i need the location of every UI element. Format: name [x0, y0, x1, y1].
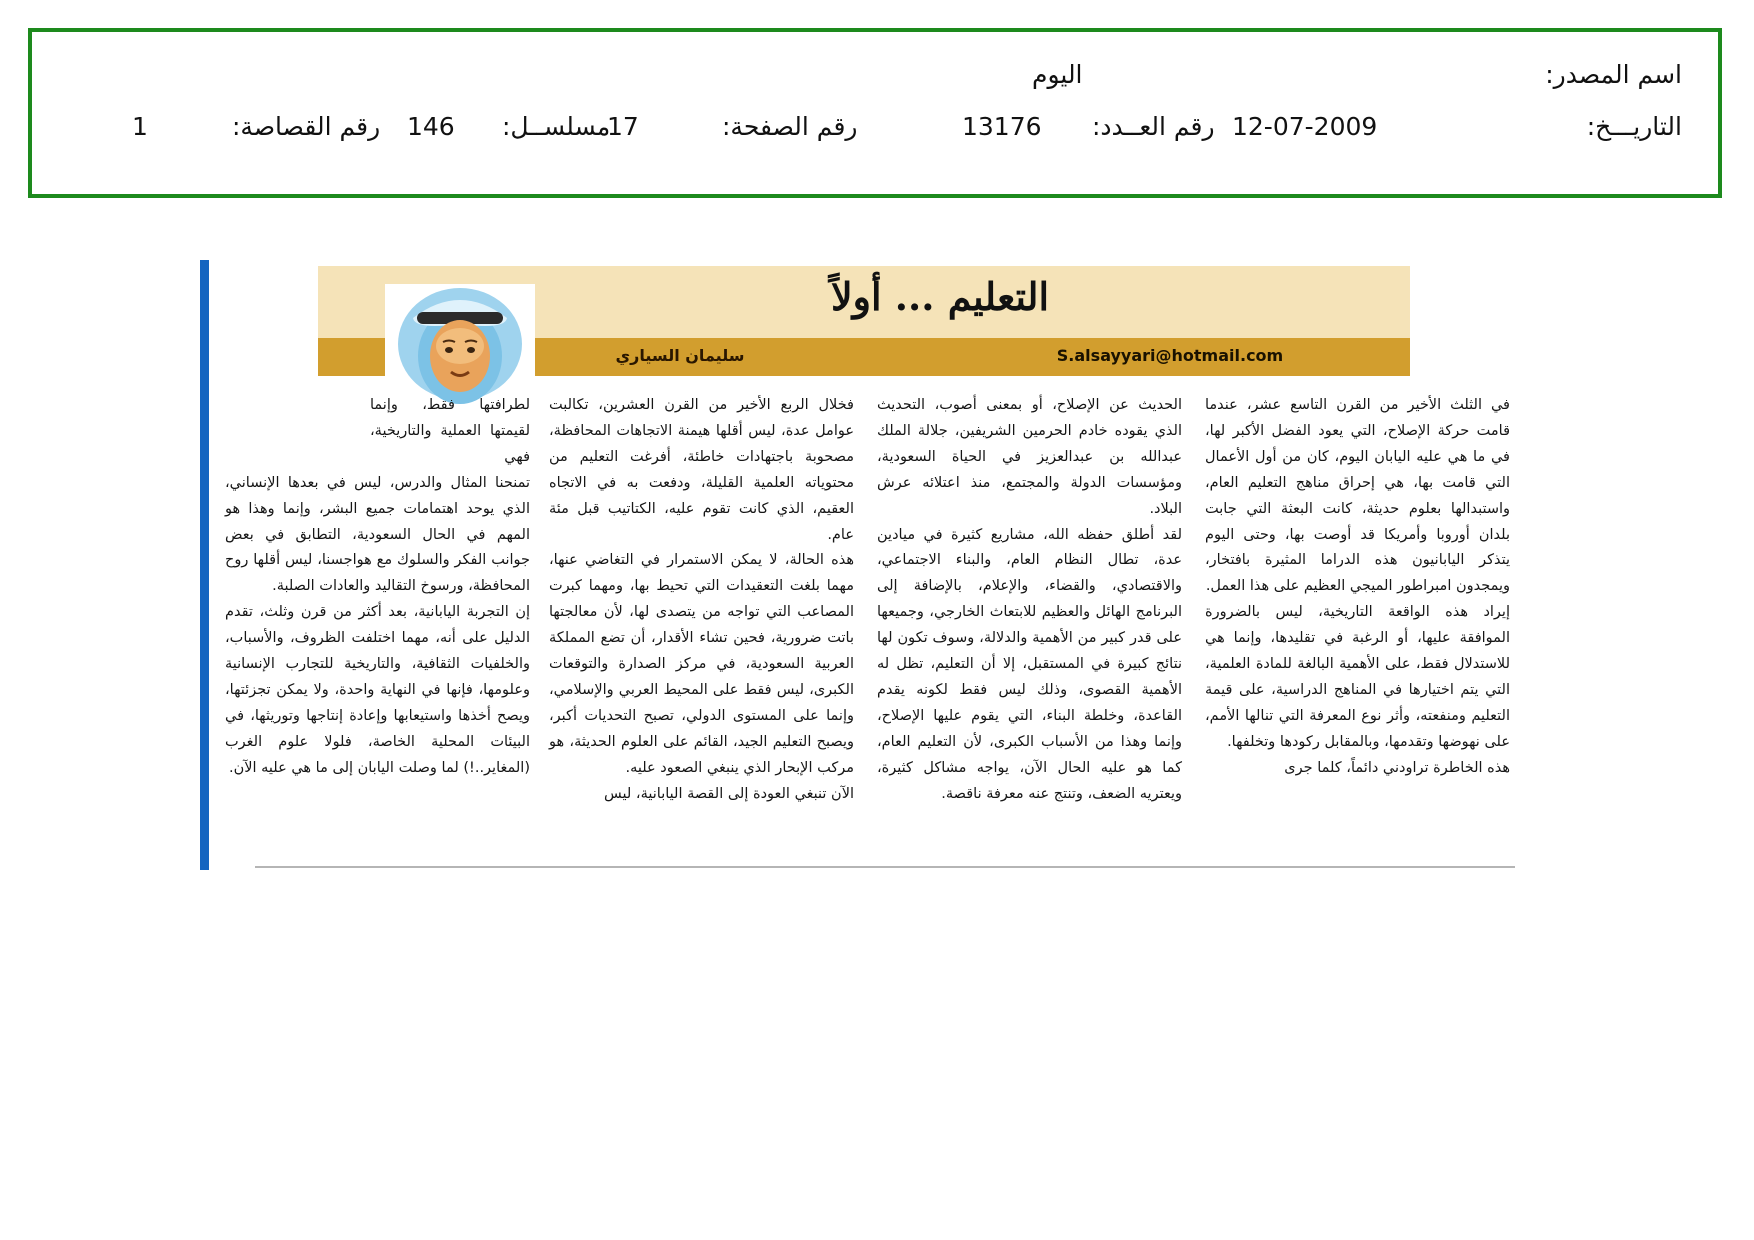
paragraph: هذه الحالة، لا يمكن الاستمرار في التغاضي عنها، مهما بلغت التعقيدات التي تحيط بها، ومهما كبرت المصاعب التي تواجه من يتصدى لها، لأن معالجتها باتت ضرورية، فحين تشاء الأقدار، أن تضع المملكة العربية السعودية، في مركز الصدارة والتوقعات الكبرى، ليس فقط على المحيط العربي والإسلامي، وإنما على المستوى الدولي، تصبح التحديات أكبر، ويصبح التعليم الجيد، القائم على العلوم الحديثة، هو مركب الإبحار الذي ينبغي الصعود عليه.	[549, 552, 854, 776]
paragraph: في الثلث الأخير من القرن التاسع عشر، عندما قامت حركة الإصلاح، التي يعود الفضل الأكبر لها، في ما هي عليه اليابان اليوم، كان من أول الأعمال التي قامت بها، هي إحراق مناهج التعليم العام، واستبدالها بعلوم حديثة، كانت البعثة التي جابت بلدان أوروبا وأمريكا قد أوصت بها، وحتى اليوم يتذكر اليابانيون هذه الدراما المثيرة بافتخار، ويمجدون امبراطور الميجي العظيم على هذا العمل.	[1205, 397, 1510, 595]
paragraph: هذه الخاطرة تراودني دائماً، كلما جرى	[1284, 759, 1510, 776]
source-value: اليوم	[1032, 60, 1083, 89]
clip-value: 1	[132, 112, 148, 141]
article-title: التعليم ... أولاً	[831, 274, 1049, 319]
author-email: S.alsayyari@hotmail.com	[1056, 346, 1284, 365]
serial-label: مسلســل:	[502, 112, 611, 141]
article-bottom-rule	[255, 866, 1515, 868]
article-side-bar	[200, 260, 209, 870]
article-column-4	[225, 393, 530, 782]
clipping-metadata-box	[28, 28, 1722, 198]
paragraph: فخلال الربع الأخير من القرن العشرين، تكالبت عوامل عدة، ليس أقلها هيمنة الاتجاهات المحافظة، مصحوبة باجتهادات خاطئة، أفرغت التعليم من محتوياته العلمية القليلة، ودفعت به في الاتجاه العقيم، الذي كانت تقوم عليه، الكتاتيب قبل مئة عام.	[549, 397, 854, 543]
article-column-1	[1205, 393, 1510, 782]
date-value: 12-07-2009	[1232, 112, 1378, 141]
paragraph: تمنحنا المثال والدرس، ليس في بعدها الإنساني، الذي يوحد اهتمامات جميع البشر، وإنما وهذا هو المهم في الحال السعودية، التطابق في بعض جوانب الفكر والسلوك مع هواجسنا، ليس أقلها روح المحافظة، ورسوخ التقاليد والعادات الصلبة.	[225, 474, 530, 595]
clip-label: رقم القصاصة:	[232, 112, 381, 141]
article-column-2	[877, 393, 1182, 808]
paragraph: الآن تنبغي العودة إلى القصة اليابانية، ليس	[604, 785, 854, 802]
paragraph: إن التجربة اليابانية، بعد أكثر من قرن وثلث، تقدم الدليل على أنه، مهما اختلفت الظروف، والأسباب، والخلفيات الثقافية، والتاريخية للتجارب الإنسانية وعلومها، فإنها في النهاية واحدة، ولا يمكن تجزئتها، ويصح أخذها واستيعابها وإعادة إنتاجها وتوريثها، في البيئات المحلية الخاصة، فلولا علوم الغرب (المغاير..!) لما وصلت اليابان إلى ما هي عليه الآن.	[225, 604, 530, 776]
newspaper-article	[200, 260, 1520, 870]
article-author: سليمان السياري	[615, 346, 745, 365]
issue-value: 13176	[962, 112, 1042, 141]
date-label: التاريـــخ:	[1586, 112, 1682, 141]
article-column-3	[549, 393, 854, 808]
paragraph: الحديث عن الإصلاح، أو بمعنى أصوب، التحديث الذي يقوده خادم الحرمين الشريفين، جلالة الملك عبدالله بن عبدالعزيز في الحياة السعودية، ومؤسسات الدولة والمجتمع، منذ اعتلائه عرش البلاد.	[877, 397, 1182, 517]
page-value: 17	[607, 112, 639, 141]
source-label: اسم المصدر:	[1545, 60, 1682, 89]
serial-value: 146	[407, 112, 455, 141]
paragraph: لطرافتها فقط، وإنما لقيمتها العملية والتاريخية، فهي	[370, 397, 530, 465]
issue-label: رقم العــدد:	[1092, 112, 1215, 141]
page-label: رقم الصفحة:	[722, 112, 858, 141]
paragraph: إيراد هذه الواقعة التاريخية، ليس بالضرورة الموافقة عليها، أو الرغبة في تقليدها، وإنما هي للاستدلال فقط، على الأهمية البالغة للمادة العلمية، التي يتم اختيارها في المناهج الدراسية، على قيمة التعليم ومنفعته، وأثر نوع المعرفة التي تنالها الأمم، على نهوضها وتقدمها، وبالمقابل ركودها وتخلفها.	[1205, 604, 1510, 750]
paragraph: لقد أطلق حفظه الله، مشاريع كثيرة في ميادين عدة، تطال النظام العام، والبناء الاجتماعي، والاقتصادي، والقضاء، والإعلام، بالإضافة إلى البرنامج الهائل والعظيم للابتعاث الخارجي، وجميعها على قدر كبير من الأهمية والدلالة، وسوف تكون لها نتائج كبيرة في المستقبل، إلا أن التعليم، تظل له الأهمية القصوى، وذلك ليس فقط لكونه يقدم القاعدة، وخلطة البناء، التي يقوم عليها الإصلاح، وإنما وهذا من الأسباب الكبرى، لأن التعليم العام، كما هو عليه الحال الآن، يواجه مشاكل كثيرة، ويعتريه الضعف، وتنتج عنه معرفة ناقصة.	[877, 526, 1182, 802]
